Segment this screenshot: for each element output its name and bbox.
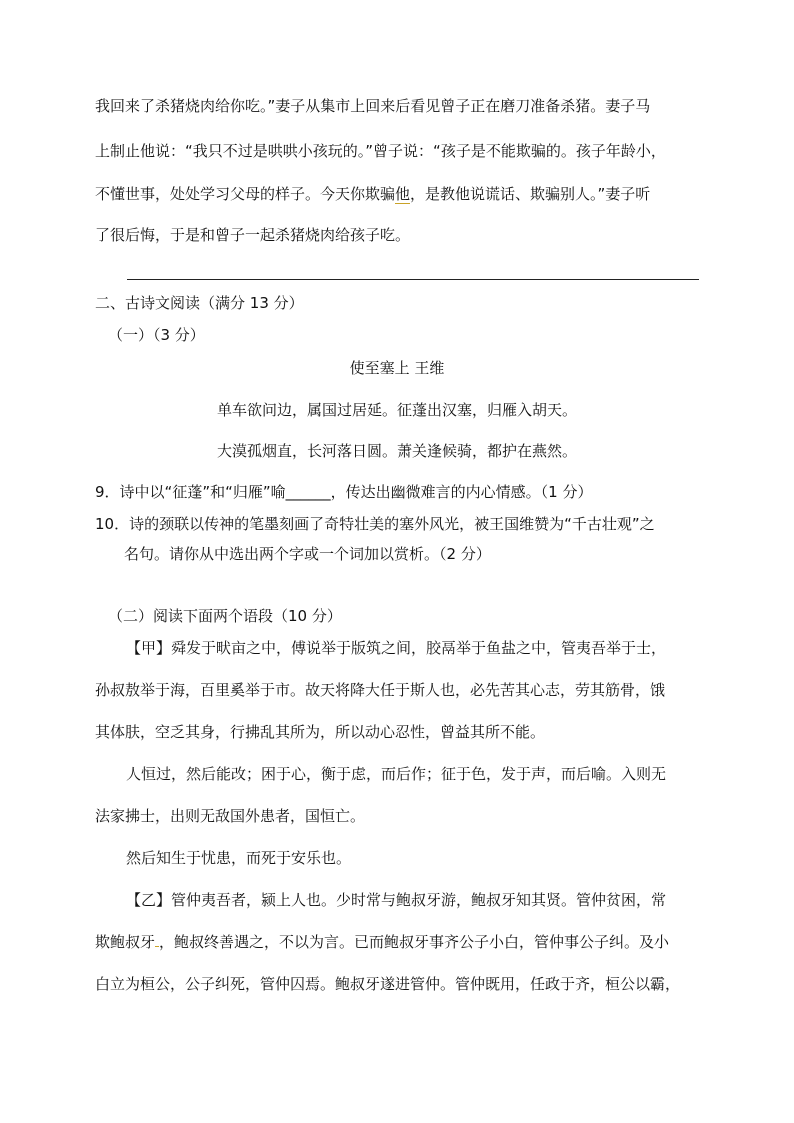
passage-jia-line-2: 孙叔敖举于海，百里奚举于市。故天将降大任于斯人也，必先苦其心志，劳其筋骨，饿 (95, 681, 666, 699)
question-10-line-1: 10．诗的颈联以传神的笔墨刻画了奇特壮美的塞外风光，被王国维赞为“千古壮观”之 (95, 515, 655, 533)
passage-yi-line-2 (95, 932, 669, 952)
passage-yi-line-1: 【乙】管仲夷吾者，颍上人也。少时常与鲍叔牙游，鲍叔牙知其贤。管仲贫困，常 (126, 891, 667, 909)
passage-yi-line-2-a: 欺鲍叔牙 (95, 933, 156, 951)
passage-yi-line-3: 白立为桓公，公子纠死，管仲囚焉。鲍叔牙遂进管仲。管仲既用，任政于齐，桓公以霸， (95, 975, 681, 993)
story-line-3-a: 不懂世事，处处学习父母的样子。今天你欺骗 (95, 185, 396, 203)
poem-line-2: 大漠孤烟直，长河落日圆。萧关逢候骑，都护在燕然。 (216, 442, 577, 460)
passage-jia-line-1: 【甲】舜发于畎亩之中，傅说举于版筑之间，胶鬲举于鱼盐之中，管夷吾举于士， (126, 639, 667, 657)
section-divider (127, 279, 699, 280)
part1-heading: （一）（3 分） (108, 326, 205, 344)
part2-heading: （二）阅读下面两个语段（10 分） (108, 607, 342, 625)
story-line-3 (95, 184, 650, 204)
section-heading: 二、古诗文阅读（满分 13 分） (95, 294, 304, 312)
question-9: 9．诗中以“征蓬”和“归雁”喻______，传达出幽微难言的内心情感。（1 分） (95, 483, 593, 501)
passage-jia-line-5: 法家拂士，出则无敌国外患者，国恒亡。 (95, 807, 366, 825)
marked-word: 他 (395, 185, 411, 203)
passage-jia-line-3: 其体肤，空乏其身，行拂乱其所为，所以动心忍性，曾益其所不能。 (95, 723, 546, 741)
passage-jia-line-6: 然后知生于忧患，而死于安乐也。 (126, 849, 352, 867)
story-line-3-c: ，是教他说谎话、欺骗别人。”妻子听 (410, 185, 651, 203)
poem-title: 使至塞上 王维 (349, 359, 445, 377)
question-10-line-2: 名句。请你从中选出两个字或一个词加以赏析。（2 分） (124, 545, 491, 563)
story-line-4: 了很后悔，于是和曾子一起杀猪烧肉给孩子吃。 (95, 226, 411, 244)
story-line-2: 上制止他说：“我只不过是哄哄小孩玩的。”曾子说：“孩子是不能欺骗的。孩子年龄小， (95, 142, 666, 160)
passage-jia-line-4: 人恒过，然后能改；困于心，衡于虑，而后作；征于色，发于声，而后喻。入则无 (126, 765, 667, 783)
story-line-1: 我回来了杀猪烧肉给你吃。”妻子从集市上回来后看见曾子正在磨刀准备杀猪。妻子马 (95, 97, 651, 115)
passage-yi-line-2-b: ，鲍叔终善遇之，不以为言。已而鲍叔牙事齐公子小白，管仲事公子纠。及小 (159, 933, 670, 951)
poem-line-1: 单车欲问边，属国过居延。征蓬出汉塞，归雁入胡天。 (216, 401, 577, 419)
